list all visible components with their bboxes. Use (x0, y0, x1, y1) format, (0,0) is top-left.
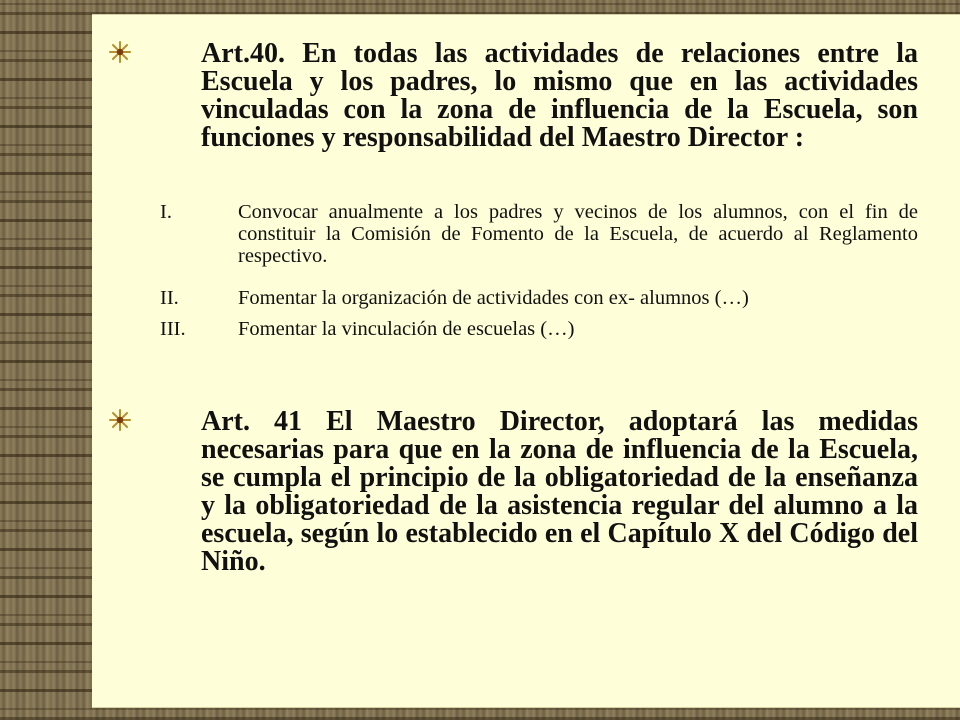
asterisk-flower-icon (108, 40, 132, 64)
article-40-item-2 (160, 287, 918, 309)
article-40-item-3 (160, 318, 918, 340)
article-40-text: Art.40. En todas las actividades de relaciones entre la Escuela y los padres, lo mismo que en las actividades vinculadas con la zona de influencia de la Escuela, son funciones y responsabilidad del Maestro Director : (201, 38, 918, 153)
item-number: III. (160, 318, 186, 340)
item-number: I. (160, 201, 172, 223)
article-41-text: Art. 41 El Maestro Director, adoptará las medidas necesarias para que en la zona de influencia de la Escuela, se cumpla el principio de la obligatoriedad de la enseñanza y la obligatoriedad de la asistencia regular del alumno a la escuela, según lo establecido en el Capítulo X del Código del Niño. (201, 406, 918, 577)
item-text: Convocar anualmente a los padres y vecinos de los alumnos, con el fin de constituir la Comisión de Fomento de la Escuela, de acuerdo al Reglamento respectivo. (238, 201, 918, 267)
item-number: II. (160, 287, 179, 309)
asterisk-flower-icon (108, 408, 132, 432)
item-text: Fomentar la vinculación de escuelas (…) (238, 318, 575, 340)
item-text: Fomentar la organización de actividades con ex- alumnos (…) (238, 287, 749, 309)
article-40-item-1 (160, 201, 918, 267)
